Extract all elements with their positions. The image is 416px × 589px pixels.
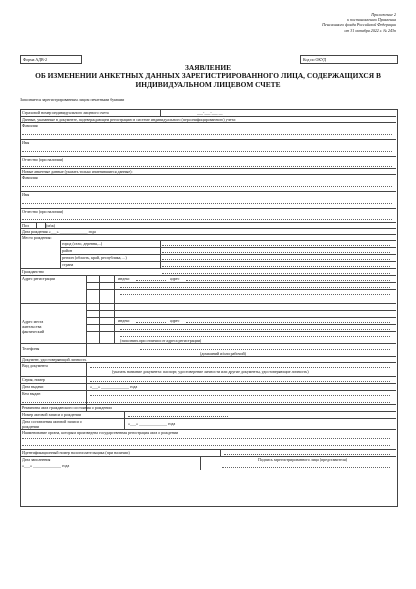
series-label: Серия, номер	[22, 377, 45, 382]
page-title	[20, 64, 396, 89]
id-doc-label: Документ, удостоверяющий личность	[22, 357, 87, 362]
act-number-label: Номер актовой записи о рождении	[22, 412, 81, 417]
appendix-line-4: от 31 октября 2022 г. № 243п	[344, 27, 396, 33]
issued-by-input[interactable]	[90, 395, 390, 396]
patronymic-input[interactable]	[22, 166, 392, 167]
doc-type-hint: (указать название документа: паспорт, удостоверение личности или другие документы, удостоверяющие личность)	[112, 369, 309, 374]
citizenship-input[interactable]	[162, 273, 390, 274]
appendix-line-3: Пенсионного фонда Российской Федерации	[322, 22, 396, 28]
new-patronymic-input[interactable]	[22, 219, 392, 220]
name-label: Имя	[22, 140, 30, 145]
district-label: район	[62, 248, 73, 253]
inn-label: Идентификационный номер налогоплательщика (при наличии)	[22, 450, 130, 455]
new-name-label: Имя	[22, 192, 30, 197]
form-code-box	[20, 55, 82, 64]
okud-box[interactable]	[300, 55, 398, 64]
city-label: город (село, деревня,...)	[62, 241, 103, 246]
birth-place-label: Место рождения:	[22, 235, 52, 240]
issue-date-input[interactable]: «___» ______________ года	[90, 384, 138, 389]
series-input[interactable]	[90, 381, 390, 382]
title-line-1: ЗАЯВЛЕНИЕ	[184, 63, 232, 72]
surname-label: Фамилия	[22, 123, 38, 128]
act-date-input[interactable]: «___» ______________ года	[128, 421, 176, 426]
title-line-2: ОБ ИЗМЕНЕНИИ АНКЕТНЫХ ДАННЫХ ЗАРЕГИСТРИРОВАННОГО ЛИЦА, СОДЕРЖАЩИХСЯ В	[35, 71, 381, 81]
act-number-input[interactable]	[128, 416, 228, 417]
live-address-line-3: фактический	[22, 329, 45, 334]
reg-address-sub: адрес	[170, 276, 180, 281]
issued-by-line-2[interactable]	[22, 402, 390, 403]
new-surname-label: Фамилия	[22, 175, 38, 180]
form-code: Форма АДВ-2	[23, 57, 47, 62]
act-date-line-1: Дата составления актовой записи о	[22, 419, 82, 424]
appendix-line-1: Приложение 2	[371, 12, 396, 17]
reg-address-input[interactable]	[186, 280, 390, 281]
reg-address-label: Адрес регистрации	[22, 276, 55, 281]
phones-hint: (домашний и/или рабочий)	[200, 351, 246, 356]
new-name-input[interactable]	[22, 203, 392, 204]
authority-input[interactable]	[22, 438, 390, 439]
region-label: регион (область, край, республика, ...)	[62, 255, 127, 260]
civil-act-label: Реквизиты акта гражданского состояния о рождении	[22, 405, 112, 410]
fill-note: Заполняется зарегистрированным лицом печатными буквами	[20, 97, 125, 102]
reg-address-line-3[interactable]	[120, 294, 390, 295]
country-input[interactable]	[162, 266, 390, 267]
issued-by-label: Кем выдан	[22, 391, 41, 396]
doc-type-input[interactable]	[90, 367, 390, 368]
new-surname-input[interactable]	[22, 186, 392, 187]
new-data-label: Новые анкетные данные (указать только изменившиеся данные):	[22, 169, 133, 174]
doc-type-label: Вид документа	[22, 363, 48, 368]
doc-data-label: Данные, указанные в документе, подтверждающем регистрацию в системе индивидуального (персонифицированного) учета:	[22, 117, 237, 122]
country-label: страна	[62, 262, 74, 267]
live-address-line-2: жительства	[22, 324, 42, 329]
surname-input[interactable]	[22, 134, 392, 135]
region-input[interactable]	[162, 259, 390, 260]
act-date-line-2: рождении	[22, 424, 39, 429]
okud-label: Код по ОКУД	[303, 57, 327, 62]
patronymic-label: Отчество (при наличии)	[22, 157, 64, 162]
live-address-input[interactable]	[186, 322, 390, 323]
live-address-line-2-input[interactable]	[120, 329, 390, 330]
live-address-sub: адрес	[170, 318, 180, 323]
live-index-input[interactable]	[136, 322, 166, 323]
sex-label: Пол	[22, 223, 29, 228]
sex-hint: (м/ж)	[46, 223, 56, 228]
signature-input[interactable]	[222, 467, 390, 468]
phones-input[interactable]	[140, 349, 390, 350]
authority-line-2[interactable]	[22, 445, 390, 446]
birth-date-field[interactable]: Дата рождения «___» ______________ года	[22, 229, 96, 234]
reg-address-line-2[interactable]	[120, 287, 390, 288]
title-line-3: ИНДИВИДУАЛЬНОМ ЛИЦЕВОМ СЧЕТЕ	[135, 79, 281, 89]
district-input[interactable]	[162, 252, 390, 253]
name-input[interactable]	[22, 151, 392, 152]
fill-date-input[interactable]: «___» ______________ года	[22, 463, 70, 468]
authority-label: Наименование органа, которым произведена государственная регистрация акта о рождении	[22, 430, 179, 435]
issue-date-label: Дата выдачи	[22, 384, 44, 389]
appendix-block	[322, 12, 396, 33]
live-index-label: индекс	[118, 318, 130, 323]
live-address-line-1: Адрес места	[22, 319, 44, 324]
reg-index-label: индекс	[118, 276, 130, 281]
inn-input[interactable]	[224, 454, 390, 455]
city-input[interactable]	[162, 245, 390, 246]
snils-input[interactable]: ___-___-___ __	[197, 110, 223, 115]
snils-label: Страховой номер индивидуального лицевого счета	[22, 110, 109, 115]
signature-label: Подпись зарегистрированного лица (представителя)	[258, 457, 348, 462]
fill-hint: (заполнять при отличии от адреса регистрации)	[120, 338, 202, 343]
reg-index-input[interactable]	[136, 280, 166, 281]
phones-label: Телефоны	[22, 346, 40, 351]
live-address-line-3-input[interactable]	[120, 336, 390, 337]
citizenship-label: Гражданство	[22, 269, 44, 274]
appendix-line-2: к постановлению Правления	[347, 17, 396, 23]
fill-date-label: Дата заполнения	[22, 457, 51, 462]
new-patronymic-label: Отчество (при наличии)	[22, 209, 64, 214]
